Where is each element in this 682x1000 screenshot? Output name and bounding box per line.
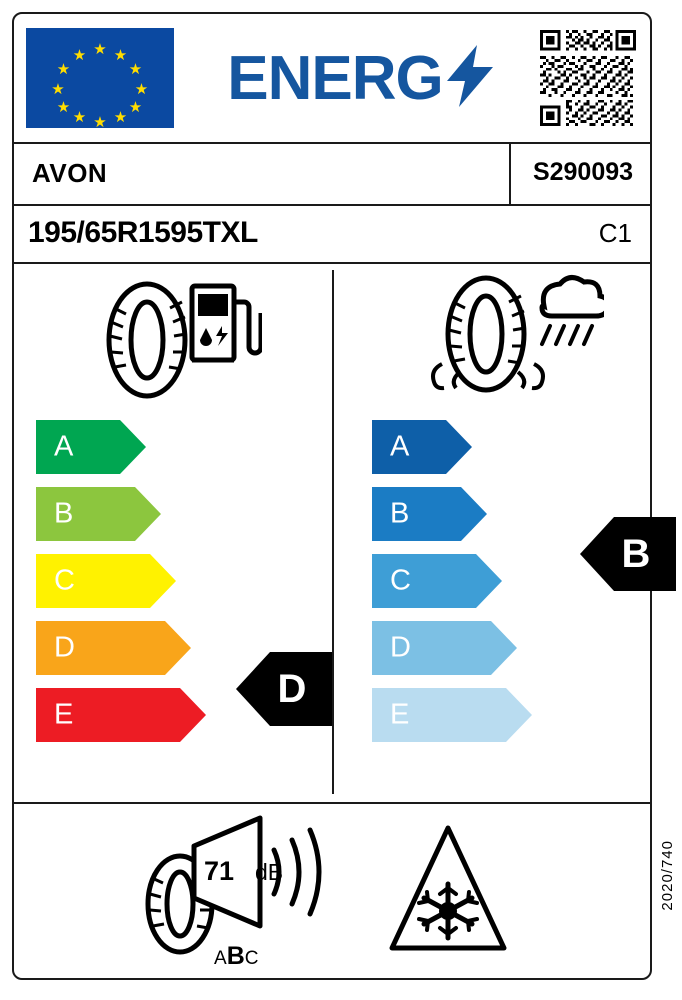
wet-grade-row [372,554,532,608]
wet-grade-label: B [390,497,410,530]
grading-section [14,262,650,802]
tyre-size: 195/65R1595TXL [28,216,258,249]
lightning-bolt-icon [447,45,493,112]
noise-class-b-selected: B [226,942,245,970]
noise-db-value: 71 [204,856,235,886]
wet-grip-scale [372,420,532,755]
noise-class-a: A [214,948,227,969]
rain-cloud-tyre-icon [414,272,604,407]
label-header [14,14,650,142]
energ-text: ENERG [227,43,443,113]
regulation-year-text: 2020/740 [659,840,676,911]
fuel-grade-row [36,554,206,608]
wet-grade-row [372,487,532,541]
wet-grade-label: D [390,631,411,664]
wet-grade-label: A [390,430,410,463]
wet-selected-marker [580,517,676,591]
eu-flag-icon: ★ ★ ★ ★ ★ ★ ★ ★ ★ ★ ★ ★ [26,28,174,128]
brand-row [14,142,650,204]
tyre-speaker-icon [132,814,342,969]
snowflake-mountain-icon [386,822,510,961]
energy-wordmark [174,43,540,114]
fuel-grade-label: C [54,564,75,597]
wet-grade-label: C [390,564,411,597]
fuel-grade-row [36,621,206,675]
qr-code-icon [540,30,636,126]
fuel-grade-row [36,420,206,474]
fuel-selected-grade: D [277,666,307,711]
wet-grade-row [372,688,532,742]
fuel-grade-label: A [54,430,74,463]
noise-db-unit: dB [255,859,284,885]
noise-class-scale [214,942,258,971]
fuel-grade-row [36,487,206,541]
bottom-section [14,802,650,980]
fuel-pump-tyre-icon [92,272,262,407]
fuel-grade-row [36,688,206,742]
fuel-grade-label: D [54,631,75,664]
noise-class-c: C [244,948,259,969]
grading-divider [332,270,334,794]
regulation-year [659,840,676,915]
wet-grade-row [372,621,532,675]
fuel-grade-label: B [54,497,74,530]
brand-name: AVON [32,158,108,188]
tyre-class: C1 [598,218,632,248]
brand-divider [509,142,511,204]
fuel-selected-marker [236,652,332,726]
product-code: S290093 [532,158,634,186]
size-row [14,204,650,262]
fuel-grade-label: E [54,698,74,731]
wet-selected-grade: B [621,531,651,576]
fuel-efficiency-scale [36,420,206,755]
wet-grade-label: E [390,698,410,731]
wet-grade-row [372,420,532,474]
energy-label-card [12,12,652,980]
